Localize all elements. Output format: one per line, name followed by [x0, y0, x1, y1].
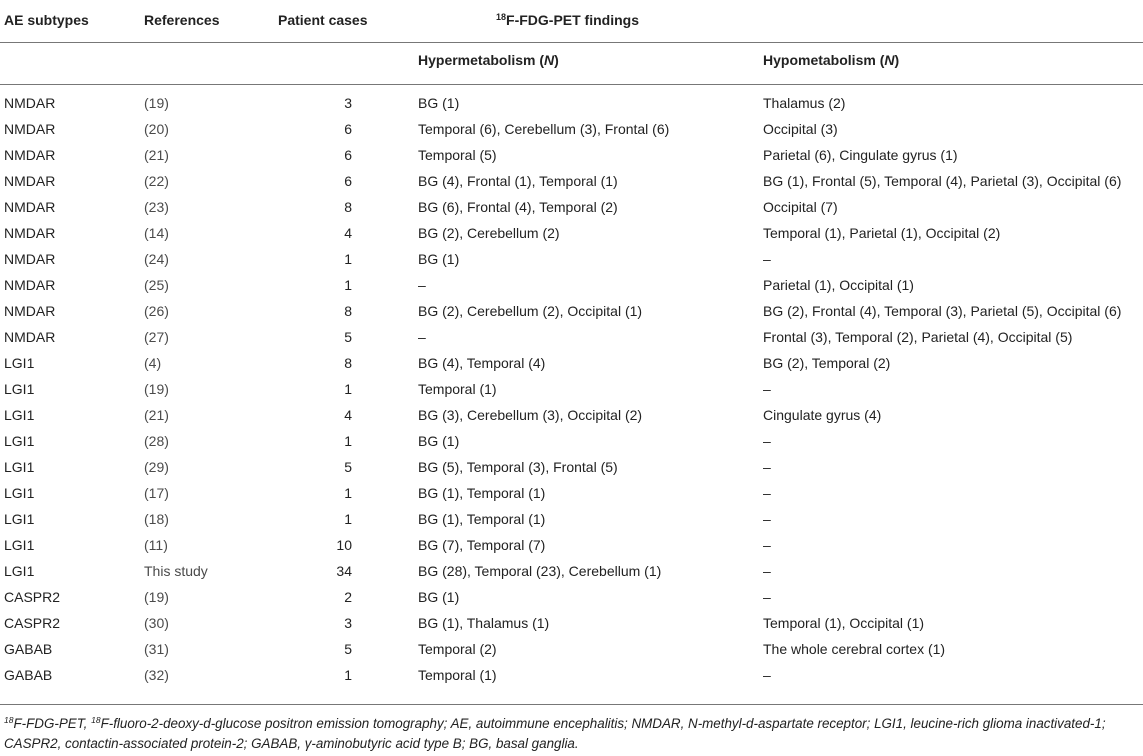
cell-hypermetabolism: BG (3), Cerebellum (3), Occipital (2) [418, 407, 643, 423]
cell-patient-cases: 6 [344, 173, 352, 189]
cell-reference: (21) [144, 407, 169, 423]
header-hypo-label: Hypometabolism ( [763, 52, 885, 68]
cell-subtype: GABAB [4, 667, 53, 683]
table-row [0, 511, 1143, 537]
cell-subtype: NMDAR [4, 251, 56, 267]
cell-hypometabolism: Cingulate gyrus (4) [763, 407, 882, 423]
cell-hypometabolism: Frontal (3), Temporal (2), Parietal (4), Occipital (5) [763, 329, 1073, 345]
table-row [0, 589, 1143, 615]
header-hyper-close: ) [554, 52, 559, 68]
table-row [0, 485, 1143, 511]
cell-patient-cases: 1 [344, 251, 352, 267]
cell-hypometabolism: – [763, 485, 771, 501]
cell-reference: (18) [144, 511, 169, 527]
cell-hypometabolism: Parietal (6), Cingulate gyrus (1) [763, 147, 958, 163]
cell-patient-cases: 1 [344, 511, 352, 527]
cell-hypermetabolism: BG (1) [418, 95, 460, 111]
cell-hypermetabolism: BG (28), Temporal (23), Cerebellum (1) [418, 563, 662, 579]
cell-reference: (17) [144, 485, 169, 501]
cell-subtype: GABAB [4, 641, 53, 657]
header-hypermetabolism [418, 52, 559, 68]
cell-subtype: LGI1 [4, 563, 35, 579]
table-row [0, 537, 1143, 563]
cell-hypometabolism: Temporal (1), Parietal (1), Occipital (2) [763, 225, 1001, 241]
cell-patient-cases: 8 [344, 355, 352, 371]
cell-subtype: LGI1 [4, 485, 35, 501]
table-row [0, 173, 1143, 199]
table-footnote [4, 714, 1140, 754]
cell-subtype: NMDAR [4, 147, 56, 163]
cell-reference: (19) [144, 589, 169, 605]
cell-subtype: LGI1 [4, 433, 35, 449]
cell-hypermetabolism: BG (1) [418, 433, 460, 449]
cell-patient-cases: 4 [344, 225, 352, 241]
cell-patient-cases: 6 [344, 121, 352, 137]
table-row [0, 147, 1143, 173]
header-patient-cases: Patient cases [278, 12, 368, 28]
cell-hypometabolism: – [763, 381, 771, 397]
table-row [0, 433, 1143, 459]
cell-hypometabolism: Thalamus (2) [763, 95, 846, 111]
cell-hypermetabolism: Temporal (1) [418, 667, 497, 683]
header-pet-findings-text: F-FDG-PET findings [506, 12, 639, 28]
header-bottom-rule [0, 84, 1143, 85]
cell-patient-cases: 10 [336, 537, 352, 553]
cell-hypermetabolism: BG (2), Cerebellum (2) [418, 225, 560, 241]
cell-patient-cases: 5 [344, 329, 352, 345]
cell-hypometabolism: BG (2), Frontal (4), Temporal (3), Parietal (5), Occipital (6) [763, 303, 1122, 319]
cell-hypermetabolism: Temporal (6), Cerebellum (3), Frontal (6) [418, 121, 670, 137]
header-hypometabolism [763, 52, 899, 68]
cell-reference: (30) [144, 615, 169, 631]
cell-reference: This study [144, 563, 208, 579]
cell-subtype: NMDAR [4, 199, 56, 215]
cell-hypermetabolism: Temporal (5) [418, 147, 497, 163]
cell-hypermetabolism: BG (1), Temporal (1) [418, 485, 546, 501]
footnote-part-1: F-FDG-PET, [13, 716, 92, 731]
cell-subtype: LGI1 [4, 407, 35, 423]
cell-hypermetabolism: BG (4), Temporal (4) [418, 355, 546, 371]
cell-patient-cases: 8 [344, 199, 352, 215]
cell-patient-cases: 3 [344, 95, 352, 111]
cell-reference: (23) [144, 199, 169, 215]
cell-reference: (4) [144, 355, 162, 371]
cell-reference: (22) [144, 173, 169, 189]
table-row [0, 381, 1143, 407]
cell-patient-cases: 4 [344, 407, 352, 423]
cell-subtype: CASPR2 [4, 615, 61, 631]
cell-hypermetabolism: BG (1), Thalamus (1) [418, 615, 550, 631]
cell-subtype: NMDAR [4, 173, 56, 189]
header-pet-findings-sup: 18 [496, 12, 507, 22]
cell-hypermetabolism: Temporal (1) [418, 381, 497, 397]
table-row [0, 615, 1143, 641]
cell-patient-cases: 2 [344, 589, 352, 605]
cell-hypometabolism: – [763, 251, 771, 267]
cell-hypometabolism: – [763, 537, 771, 553]
cell-patient-cases: 1 [344, 485, 352, 501]
cell-hypermetabolism: Temporal (2) [418, 641, 497, 657]
table-row [0, 225, 1143, 251]
cell-hypometabolism: – [763, 563, 771, 579]
cell-patient-cases: 5 [344, 641, 352, 657]
cell-subtype: NMDAR [4, 225, 56, 241]
cell-hypometabolism: – [763, 433, 771, 449]
table-row [0, 355, 1143, 381]
table-row [0, 95, 1143, 121]
cell-patient-cases: 34 [336, 563, 352, 579]
footnote-part-2: F-fluoro-2-deoxy-d-glucose positron emission tomography; AE, autoimmune encephalitis; NMDAR, N-methyl-d-aspartate receptor; LGI1, leucine-rich glioma inactivated-1; CASPR2, contactin-associated protein-2; GABAB, γ-aminobutyric acid type B; BG, basal ganglia. [4, 716, 1106, 751]
cell-reference: (29) [144, 459, 169, 475]
cell-hypermetabolism: – [418, 277, 426, 293]
table-row [0, 563, 1143, 589]
cell-reference: (31) [144, 641, 169, 657]
cell-subtype: LGI1 [4, 355, 35, 371]
table-row [0, 407, 1143, 433]
cell-patient-cases: 1 [344, 381, 352, 397]
cell-hypermetabolism: BG (4), Frontal (1), Temporal (1) [418, 173, 618, 189]
cell-subtype: NMDAR [4, 121, 56, 137]
cell-subtype: NMDAR [4, 277, 56, 293]
cell-patient-cases: 1 [344, 433, 352, 449]
cell-subtype: LGI1 [4, 381, 35, 397]
cell-reference: (21) [144, 147, 169, 163]
cell-subtype: NMDAR [4, 303, 56, 319]
header-hyper-label: Hypermetabolism ( [418, 52, 545, 68]
cell-patient-cases: 5 [344, 459, 352, 475]
cell-hypometabolism: BG (2), Temporal (2) [763, 355, 891, 371]
cell-subtype: NMDAR [4, 329, 56, 345]
cell-subtype: CASPR2 [4, 589, 61, 605]
header-group-rule [0, 42, 1143, 43]
header-hypo-n: N [884, 52, 895, 68]
footnote-sup-1: 18 [4, 715, 14, 725]
cell-hypometabolism: – [763, 511, 771, 527]
cell-hypometabolism: Occipital (3) [763, 121, 838, 137]
cell-hypermetabolism: BG (6), Frontal (4), Temporal (2) [418, 199, 618, 215]
cell-hypermetabolism: BG (2), Cerebellum (2), Occipital (1) [418, 303, 643, 319]
cell-hypometabolism: – [763, 589, 771, 605]
cell-subtype: LGI1 [4, 537, 35, 553]
cell-hypometabolism: – [763, 459, 771, 475]
cell-subtype: NMDAR [4, 95, 56, 111]
cell-hypermetabolism: BG (7), Temporal (7) [418, 537, 546, 553]
table-row [0, 303, 1143, 329]
cell-subtype: LGI1 [4, 511, 35, 527]
cell-reference: (32) [144, 667, 169, 683]
cell-hypermetabolism: BG (1) [418, 589, 460, 605]
cell-reference: (26) [144, 303, 169, 319]
cell-hypometabolism: The whole cerebral cortex (1) [763, 641, 946, 657]
cell-reference: (25) [144, 277, 169, 293]
cell-reference: (19) [144, 95, 169, 111]
cell-patient-cases: 8 [344, 303, 352, 319]
table-row [0, 459, 1143, 485]
table-row [0, 641, 1143, 667]
cell-reference: (14) [144, 225, 169, 241]
table-row [0, 121, 1143, 147]
cell-hypometabolism: Temporal (1), Occipital (1) [763, 615, 925, 631]
table-row [0, 329, 1143, 355]
header-references: References [144, 12, 220, 28]
cell-reference: (27) [144, 329, 169, 345]
header-ae-subtypes: AE subtypes [4, 12, 89, 28]
cell-hypometabolism: Parietal (1), Occipital (1) [763, 277, 914, 293]
cell-hypometabolism: Occipital (7) [763, 199, 838, 215]
table-bottom-rule [0, 704, 1143, 705]
cell-hypermetabolism: BG (1) [418, 251, 460, 267]
cell-reference: (20) [144, 121, 169, 137]
cell-hypometabolism: BG (1), Frontal (5), Temporal (4), Parietal (3), Occipital (6) [763, 173, 1122, 189]
header-pet-findings [496, 12, 639, 28]
cell-reference: (24) [144, 251, 169, 267]
header-hypo-close: ) [894, 52, 900, 68]
cell-hypometabolism: – [763, 667, 771, 683]
cell-patient-cases: 1 [344, 277, 352, 293]
header-hyper-n: N [544, 52, 555, 68]
cell-hypermetabolism: – [418, 329, 426, 345]
cell-reference: (11) [144, 537, 168, 553]
table-row [0, 251, 1143, 277]
cell-patient-cases: 1 [344, 667, 352, 683]
cell-subtype: LGI1 [4, 459, 35, 475]
cell-patient-cases: 6 [344, 147, 352, 163]
footnote-sup-2: 18 [91, 715, 101, 725]
table-row [0, 277, 1143, 303]
table-row [0, 667, 1143, 693]
cell-hypermetabolism: BG (5), Temporal (3), Frontal (5) [418, 459, 618, 475]
cell-reference: (19) [144, 381, 169, 397]
table-row [0, 199, 1143, 225]
cell-reference: (28) [144, 433, 169, 449]
cell-hypermetabolism: BG (1), Temporal (1) [418, 511, 546, 527]
cell-patient-cases: 3 [344, 615, 352, 631]
